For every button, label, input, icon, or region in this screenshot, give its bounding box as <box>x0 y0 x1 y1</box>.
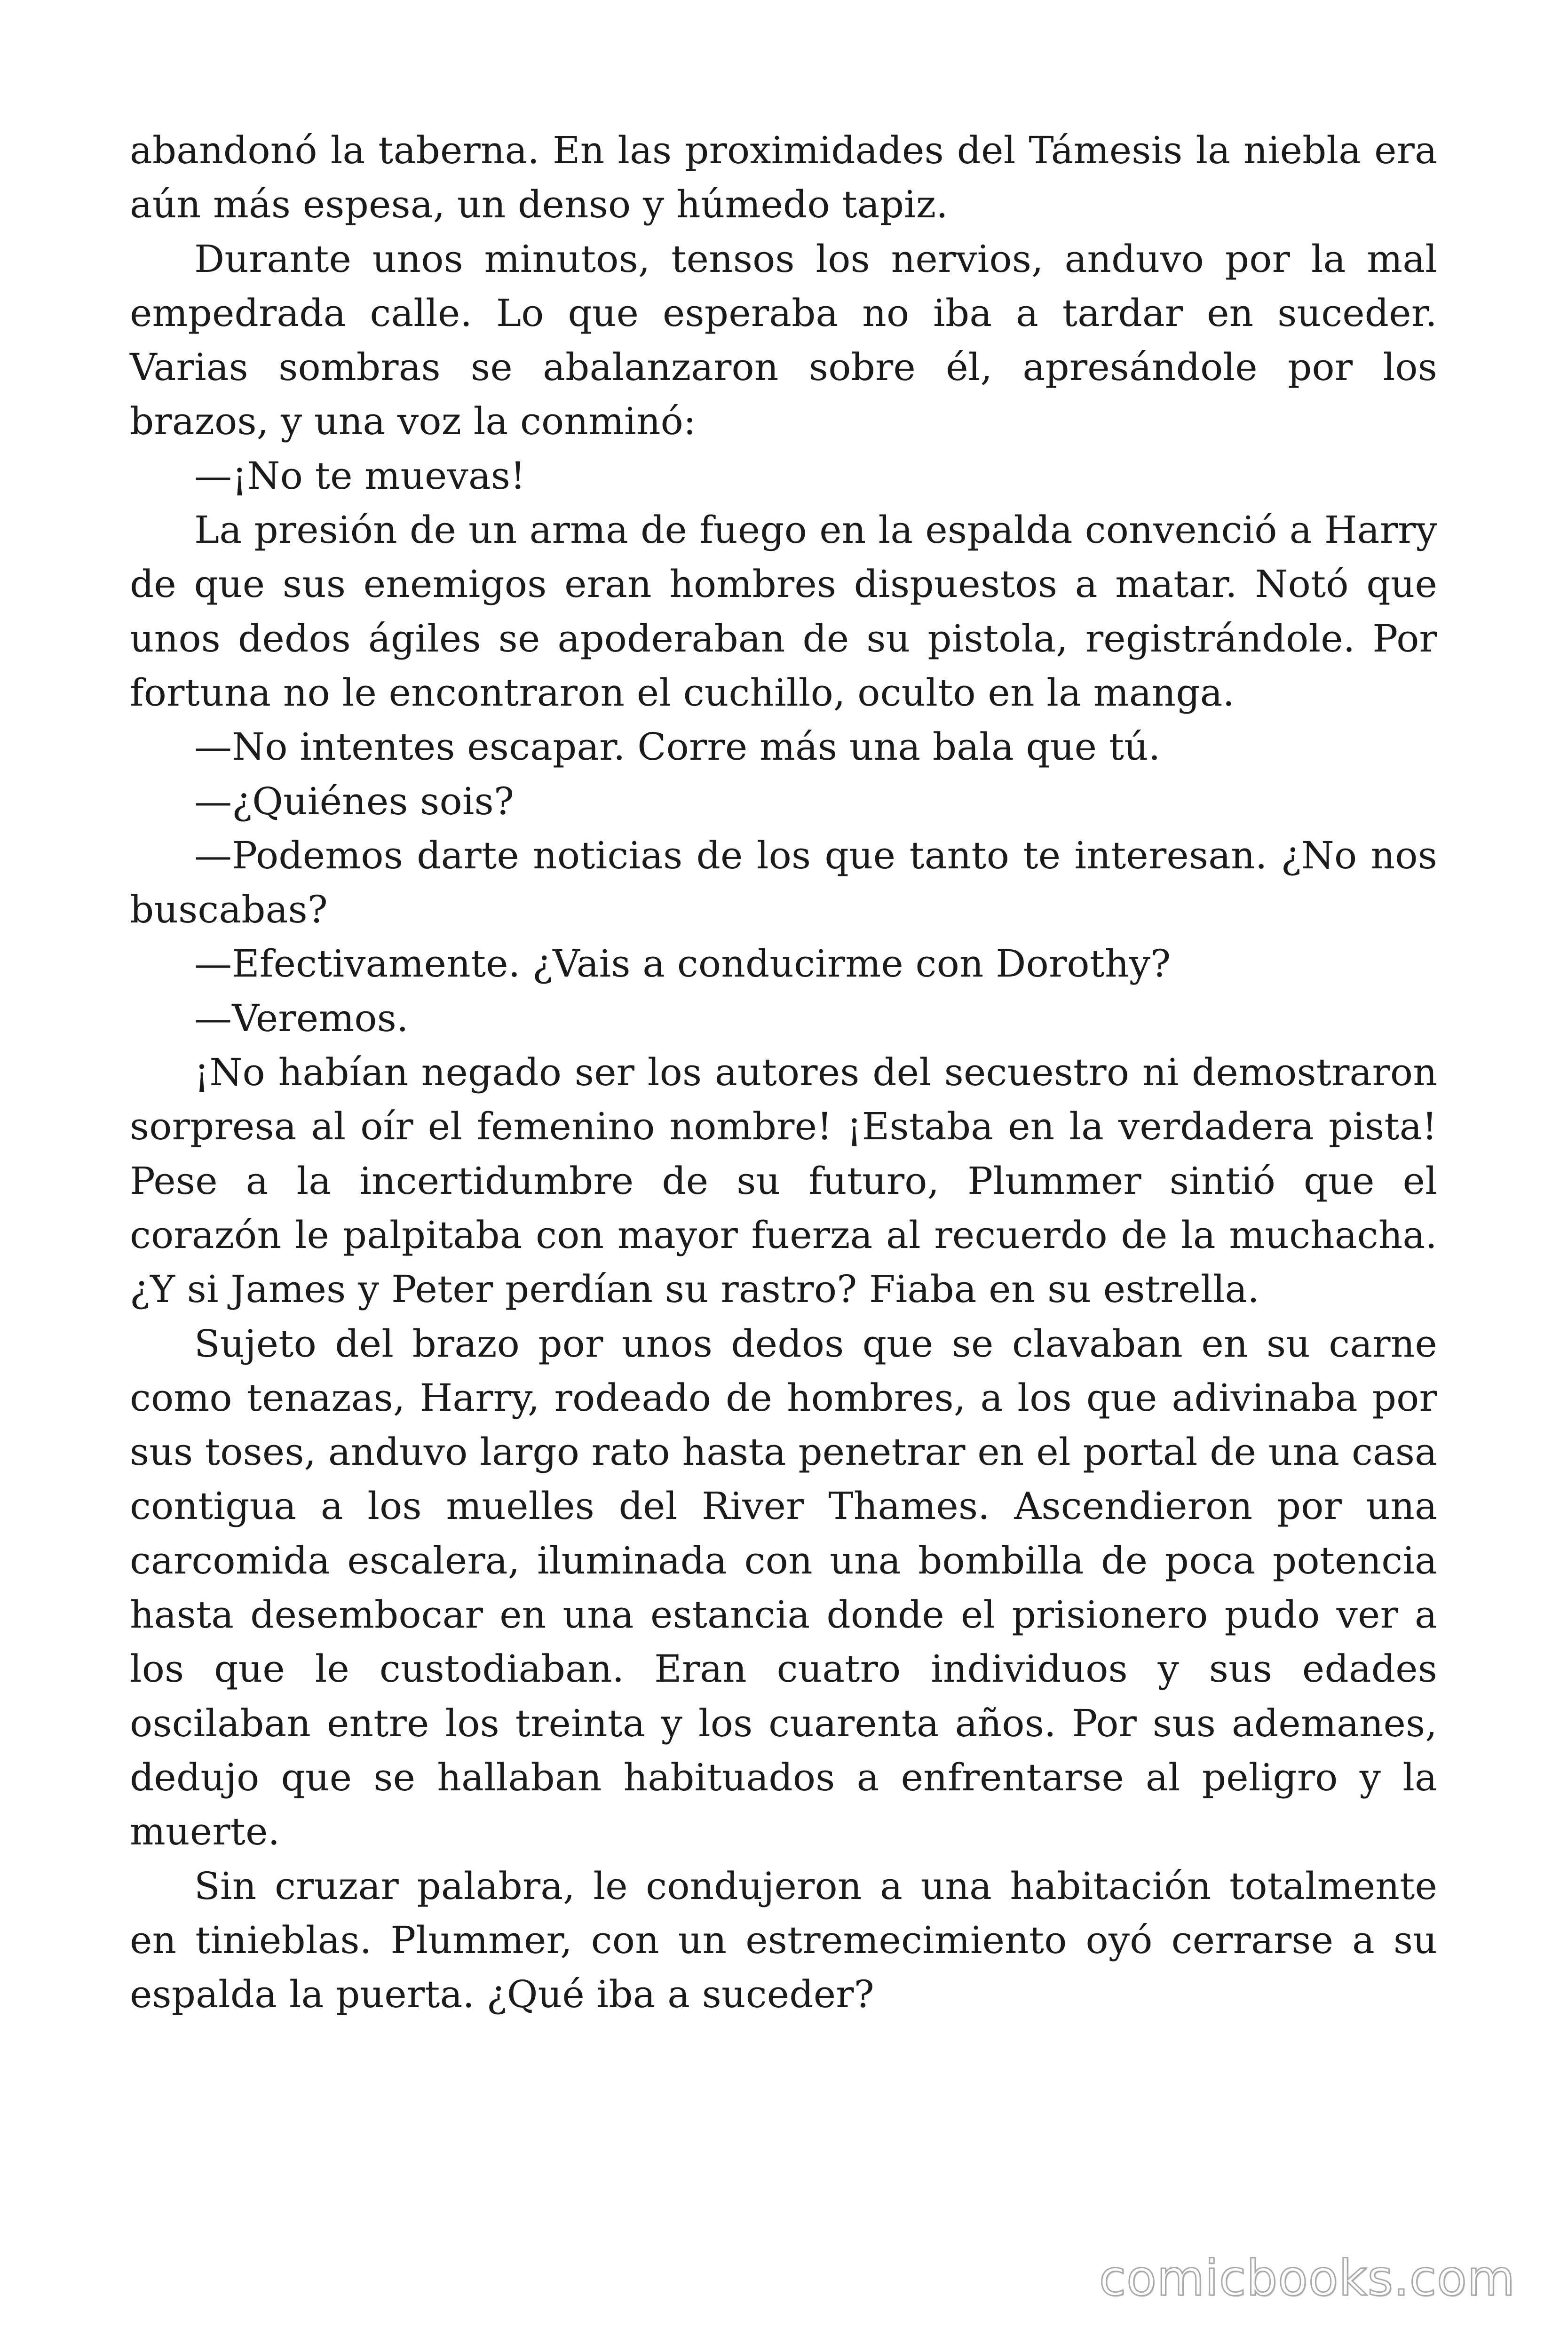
watermark: comicbooks.com <box>1099 2249 1515 2307</box>
paragraph: abandonó la taberna. En las proximidades del Támesis la niebla era aún más espesa, un denso y húmedo tapiz. <box>130 128 1437 227</box>
dialogue-line: —¡No te muevas! <box>194 453 526 498</box>
paragraph: La presión de un arma de fuego en la espalda convenció a Harry de que sus enemigos eran hombres dispuestos a matar. Notó que unos dedos ágiles se apoderaban de su pistola, registrándole. Por fortuna no le encontraron el cuchillo, oculto en la manga. <box>130 508 1437 715</box>
dialogue-line: —No intentes escapar. Corre más una bala que tú. <box>194 725 1161 769</box>
paragraph: Sujeto del brazo por unos dedos que se clavaban en su carne como tenazas, Harry, rodeado de hombres, a los que adivinaba por sus toses, anduvo largo rato hasta penetrar en el portal de una casa contigua a los muelles del River Thames. Ascendieron por una carcomida escalera, iluminada con una bombilla de poca potencia hasta desembocar en una estancia donde el prisionero pudo ver a los que le custodiaban. Eran cuatro individuos y sus edades oscilaban entre los treinta y los cuarenta años. Por sus ademanes, dedujo que se hallaban habituados a enfrentarse al peligro y la muerte. <box>130 1321 1437 1854</box>
dialogue-line: —¿Quiénes sois? <box>194 779 515 823</box>
page-body <box>130 123 1437 2021</box>
dialogue-line: —Efectivamente. ¿Vais a conducirme con Dorothy? <box>194 942 1171 986</box>
paragraph: Sin cruzar palabra, le condujeron a una habitación totalmente en tinieblas. Plummer, con un estremecimiento oyó cerrarse a su espalda la puerta. ¿Qué iba a suceder? <box>130 1864 1437 2017</box>
paragraph: ¡No habían negado ser los autores del secuestro ni demostraron sorpresa al oír el femenino nombre! ¡Estaba en la verdadera pista! Pese a la incertidumbre de su futuro, Plummer sintió que el corazón le palpitaba con mayor fuerza al recuerdo de la muchacha. ¿Y si James y Peter perdían su rastro? Fiaba en su estrella. <box>130 1050 1437 1311</box>
paragraph: Durante unos minutos, tensos los nervios, anduvo por la mal empedrada calle. Lo que esperaba no iba a tardar en suceder. Varias sombras se abalanzaron sobre él, apresándole por los brazos, y una voz la conminó: <box>130 237 1437 444</box>
dialogue-line: —Veremos. <box>194 996 409 1040</box>
dialogue-line: —Podemos darte noticias de los que tanto te interesan. ¿No nos buscabas? <box>130 833 1437 932</box>
